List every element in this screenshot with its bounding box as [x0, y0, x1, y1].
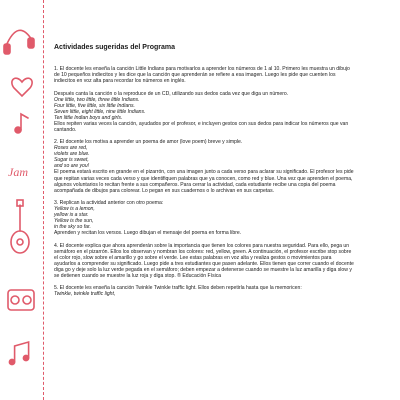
page-title: Actividades sugeridas del Programa [54, 44, 175, 51]
paragraph-text: 5. El docente les enseña la canción Twinkle Twinkle traffic light. Ellos deben repetirla hasta que la memoricen: [54, 285, 302, 292]
paragraph-text: Después canta la canción o la reproduce de un CD, utilizando sus dedos cada vez que diga un número. [54, 90, 289, 97]
activity-section [54, 243, 354, 279]
document-body [54, 44, 354, 304]
activity-section [54, 200, 354, 236]
jam-word: Jam [8, 165, 28, 179]
verse-line: One little, two little, three little Indians. [54, 96, 140, 103]
verse-line: Roses are red, [54, 145, 88, 152]
note-icon [15, 114, 28, 133]
verse-line: Yellow is a lemon, [54, 206, 95, 213]
decorative-sidebar [0, 0, 44, 400]
music-notes-icon [9, 342, 28, 365]
activity-section [54, 139, 354, 193]
activity-section [54, 66, 354, 84]
paragraph-text: Aprenden y recitan los versos. Luego dibujan el mensaje del poema en forma libre. [54, 230, 242, 237]
paragraph-text: 1. El docente les enseña la canción Little Indians para motivarlos a aprender los números de 1 al 10. Primero les muestra un dibujo de 10 pequeños indiecitos y les dice que la canción que aprenderán se refiere a esa imagen. Luego les pide que cuenten los indiecitos en voz alta para recordar los números en inglés. [54, 66, 350, 85]
activity-section [54, 91, 354, 133]
paragraph-text: Ellos repiten varias veces la canción, ayudados por el profesor, e incluyen gestos con sus dedos para indicar los números que van cantando. [54, 120, 349, 133]
doodle-strip [0, 0, 44, 400]
dashed-border [43, 0, 44, 400]
verse-line: Sugar is sweet, [54, 157, 89, 164]
verse-line: yellow is a star. [54, 212, 89, 219]
verse-line: Twinkle, twinkle traffic light, [54, 291, 116, 298]
verse-line: Yellow is the sun, [54, 218, 94, 225]
paragraph-text: 3. Replican la actividad anterior con otro poema: [54, 200, 164, 207]
heart-icon [12, 78, 32, 96]
activity-sections [54, 66, 354, 298]
headphones-icon [4, 30, 34, 54]
activity-section [54, 285, 354, 297]
speaker-icon [8, 290, 34, 310]
paragraph-text: 4. El docente explica que ahora aprenderán sobre la importancia que tienen los colores para nuestra seguridad. Para ello, pega un semáforo en el pizarrón. Ellos los observan y nombran los colores: red, yellow, green. A continuación, el profesor escribe stop sobre el color rojo, slow sobre el amarillo y go sobre el verde. Lee estas palabras en voz alta y realiza gestos o movimientos para ayudarlos a comprender su significado. Luego pide a tres estudiantes que pasen adelante. Ellos tienen que correr cuando el docente diga go y deje solo la luz verde pegada en el semáforo; deben empezar a detenerse cuando se muestre la luz amarilla y diga slow y se detienen cuando se muestre la luz roja y diga stop. ® Educación Física [54, 242, 354, 279]
verse-line: Four little, five little, six little Indians. [54, 102, 135, 109]
verse-line: Seven little, eight little, nine little Indians. [54, 108, 146, 115]
verse-line: Ten little Indian boys and girls. [54, 114, 123, 121]
paragraph-text: 2. El docente los motiva a aprender un poema de amor (love poem) breve y simple. [54, 139, 243, 146]
verse-line: and so are you! [54, 163, 90, 170]
paragraph-text: El poema estará escrito en grande en el pizarrón, con una imagen junto a cada verso para aclarar su significado. El profesor les pide que repitan varias veces cada verso y que identifiquen palabras que ya conocen, como red y blue. Una vez que aprenden el poema, algunos voluntarios lo recitan frente a sus compañeros. Para cerrar la actividad, cada estudiante recibe una copia del poema acompañada de dibujos para colorear. Lo pegan en sus cuadernos o lo archivan en sus carpetas. [54, 169, 354, 194]
verse-line: in the sky so far. [54, 224, 91, 231]
guitar-icon [11, 200, 29, 253]
verse-line: violets are blue. [54, 151, 90, 158]
